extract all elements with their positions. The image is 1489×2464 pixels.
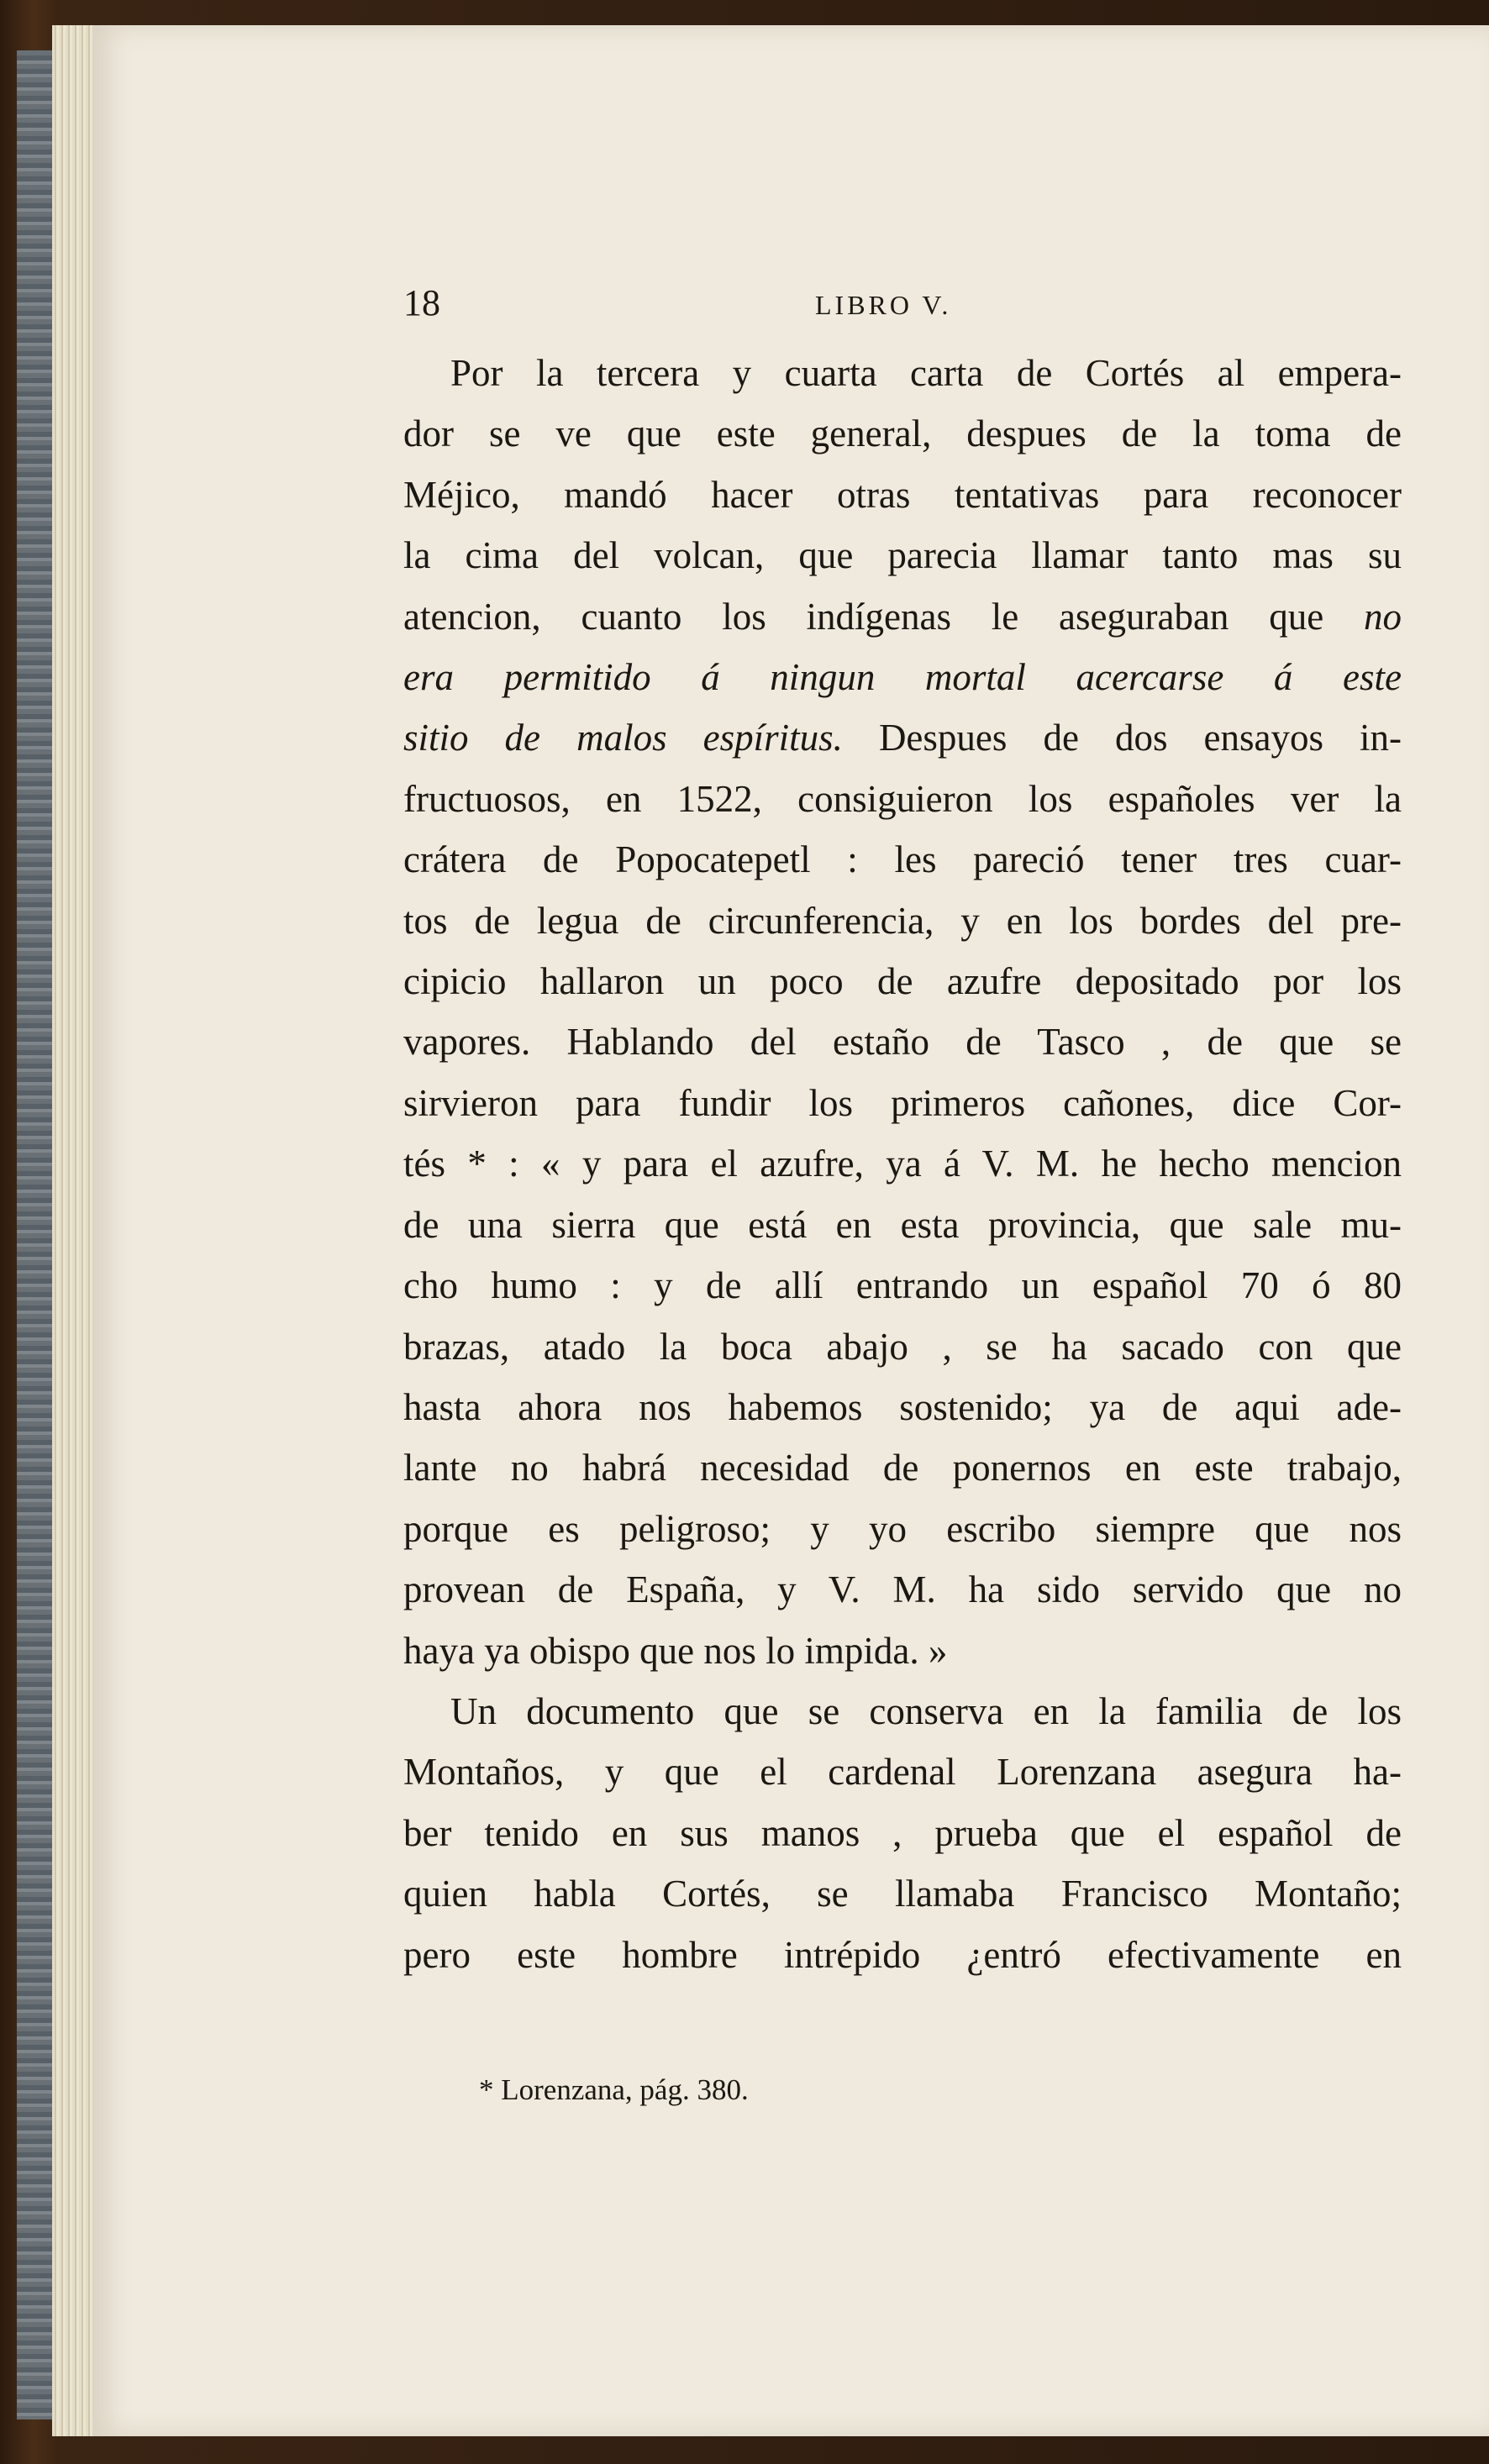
text-line: Montaños, y que el cardenal Lorenzana asegura ha- <box>403 1751 1402 1794</box>
page-header <box>403 281 1361 332</box>
text-line: la cima del volcan, que parecia llamar tanto mas su <box>403 534 1402 577</box>
text-line: quien habla Cortés, se llamaba Francisco Montaño; <box>403 1873 1402 1915</box>
text-line: vapores. Hablando del estaño de Tasco , de que se <box>403 1021 1402 1064</box>
body-text <box>403 343 1402 1985</box>
text-line: porque es peligroso; y yo escribo siempre que nos <box>403 1507 1402 1550</box>
text-line <box>403 586 1402 647</box>
text-line: brazas, atado la boca abajo , se ha sacado con que <box>403 1325 1402 1368</box>
text-line: lante no habrá necesidad de ponernos en este trabajo, <box>403 1447 1402 1489</box>
text-line: fructuosos, en 1522, consiguieron los españoles ver la <box>403 777 1402 820</box>
text-line: provean de España, y V. M. ha sido servido que no <box>403 1568 1402 1611</box>
text-line <box>403 707 1402 768</box>
text-line: Por la tercera y cuarta carta de Cortés al empera- <box>450 352 1402 394</box>
text-line: Un documento que se conserva en la familia de los <box>450 1689 1402 1732</box>
text-segment: Despues de dos ensayos in- <box>878 717 1402 759</box>
running-head: LIBRO V. <box>815 290 952 320</box>
text-line: cipicio hallaron un poco de azufre depositado por los <box>403 960 1402 1003</box>
text-line: de una sierra que está en esta provincia, que sale mu- <box>403 1203 1402 1246</box>
text-line: cho humo : y de allí entrando un español 70 ó 80 <box>403 1264 1402 1307</box>
text-line: sirvieron para fundir los primeros cañones, dice Cor- <box>403 1081 1402 1124</box>
italic-segment: no <box>1364 595 1402 638</box>
footnote: * Lorenzana, pág. 380. <box>479 2073 749 2106</box>
text-line: hasta ahora nos habemos sostenido; ya de aqui ade- <box>403 1385 1402 1428</box>
italic-segment: sitio de malos espíritus. <box>403 717 843 759</box>
text-line: haya ya obispo que nos lo impida. » <box>403 1629 948 1672</box>
text-line: dor se ve que este general, despues de la toma de <box>403 412 1402 455</box>
text-line: Méjico, mandó hacer otras tentativas para reconocer <box>403 473 1402 516</box>
text-segment: atencion, cuanto los indígenas le aseguraban que <box>403 595 1324 638</box>
text-line: tés * : « y para el azufre, ya á V. M. he hecho mencion <box>403 1143 1402 1185</box>
page-number: 18 <box>403 282 440 323</box>
text-line: crátera de Popocatepetl : les pareció tener tres cuar- <box>403 838 1402 881</box>
text-line: pero este hombre intrépido ¿entró efectivamente en <box>403 1933 1402 1976</box>
text-line: ber tenido en sus manos , prueba que el español de <box>403 1811 1402 1854</box>
text-line: tos de legua de circunferencia, y en los bordes del pre- <box>403 899 1402 942</box>
text-line-italic: era permitido á ningun mortal acercarse á este <box>403 656 1402 699</box>
